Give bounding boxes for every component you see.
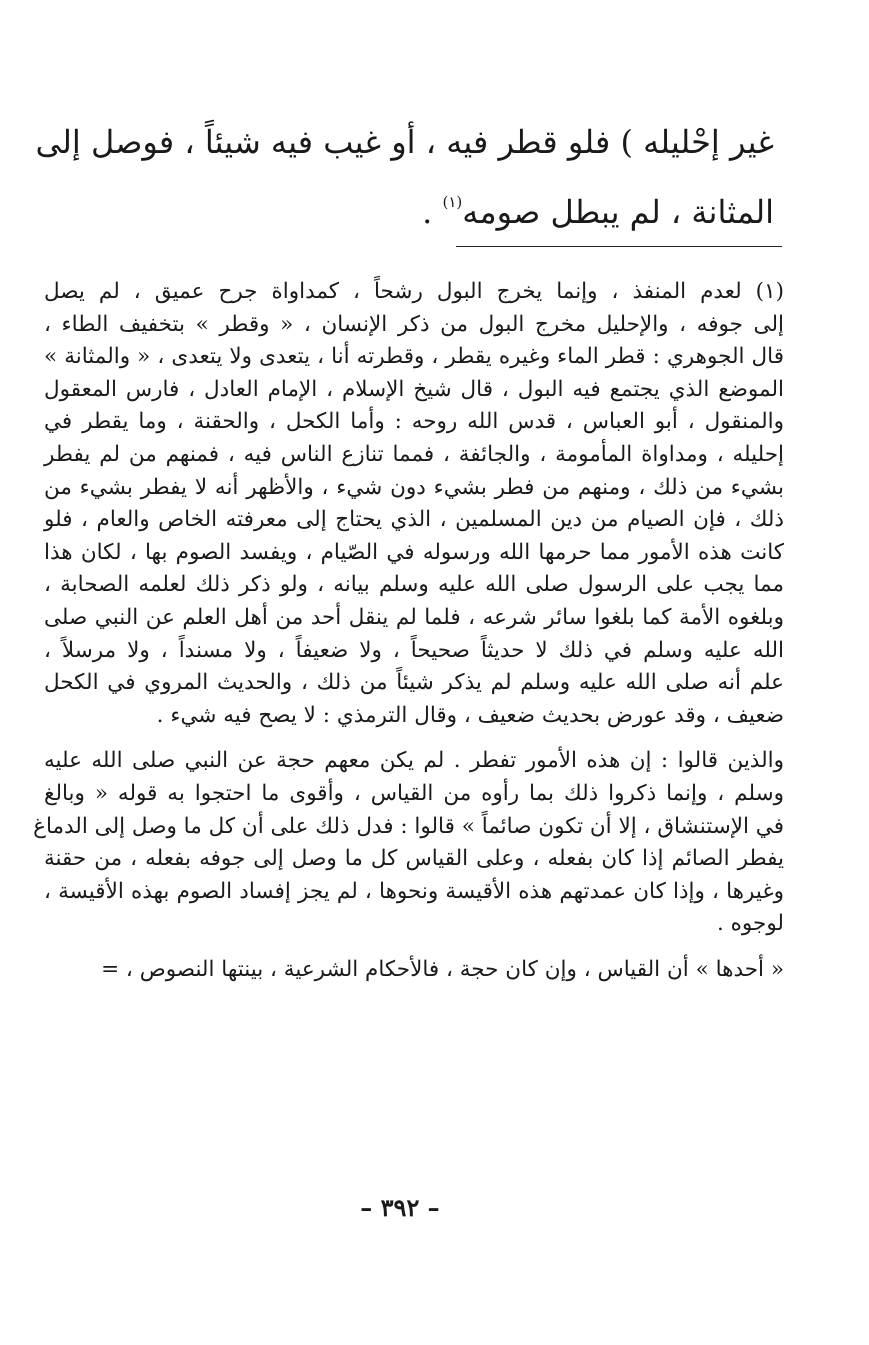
- footnote-line: الله عليه وسلم في ذلك لا حديثاً صحيحاً ، ولا ضعيفاً ، ولا مسنداً ، ولا مرسلاً ،: [44, 637, 784, 663]
- footnote-line: ذلك ، فإن الصيام من دين المسلمين ، الذي يحتاج إلى معرفته الخاص والعام ، فلو: [44, 507, 784, 533]
- footnote-paragraph-3: [44, 954, 784, 987]
- paragraph-gap: [44, 941, 784, 954]
- footnote-line: بشيء من ذلك ، ومنهم من فطر بشيء دون شيء ، والأظهر أنه لا يفطر بشيء من: [44, 474, 784, 500]
- main-text: [35, 112, 774, 242]
- page-number: – ٣٩٢ –: [360, 1193, 440, 1222]
- footnote-line: وغيرها ، وإذا كان عمدتهم هذه الأقيسة ونحوها ، لم يجز إفساد الصوم بهذه الأقيسة ،: [44, 878, 784, 904]
- footnote-line: والذين قالوا : إن هذه الأمور تفطر . لم يكن معهم حجة عن النبي صلى الله عليه: [44, 748, 784, 774]
- footnote-line: (١) لعدم المنفذ ، وإنما يخرج البول رشحاً ، كمداواة جرح عميق ، لم يصل: [44, 279, 784, 304]
- paragraph-gap: [44, 732, 784, 745]
- footnote-paragraph-1: [44, 276, 784, 732]
- main-text-line-2-body: المثانة ، لم يبطل صومه: [462, 193, 774, 231]
- footnote-line: في الإستنشاق ، إلا أن تكون صائماً » قالوا : فدل ذلك على أن كل ما وصل إلى الدماغ: [33, 813, 784, 839]
- main-text-line-2: [44, 172, 774, 242]
- footnote-line: والمنقول ، أبو العباس ، قدس الله روحه : وأما الكحل ، والحقنة ، وما يقطر في: [44, 409, 784, 435]
- footnote-line: إلى جوفه ، والإحليل مخرج البول من ذكر الإنسان ، « وقطر » بتخفيف الطاء ،: [44, 311, 784, 337]
- footnote-line: إحليله ، ومداواة المأمومة ، والجائفة ، فمما تنازع الناس فيه ، فمنهم من لم يفطر: [44, 441, 784, 467]
- footnote-line: علم أنه صلى الله عليه وسلم لم يذكر شيئاً من ذلك ، والحديث المروي في الكحل: [44, 670, 784, 696]
- footnote-line: الموضع الذي يجتمع فيه البول ، قال شيخ الإسلام ، الإمام العادل ، فارس المعقول: [44, 376, 784, 402]
- footnote-line: وبلغوه الأمة كما بلغوا سائر شرعه ، فلما لم ينقل أحد من أهل العلم عن النبي صلى: [44, 604, 784, 630]
- footnote-line: يفطر الصائم إذا كان بفعله ، وعلى القياس كل ما وصل إلى جوفه بفعله ، من حقنة: [44, 846, 784, 872]
- footnote-separator: [456, 246, 782, 247]
- footnote-line: ضعيف ، وقد عورض بحديث ضعيف ، وقال الترمذي : لا يصح فيه شيء .: [156, 702, 784, 728]
- footnote-line: قال الجوهري : قطر الماء وغيره يقطر ، وقطرته أنا ، يتعدى ولا يتعدى ، « والمثانة »: [44, 344, 784, 370]
- footnote-line: مما يجب على الرسول صلى الله عليه وسلم بيانه ، ولو ذكر ذلك لعلمه الصحابة ،: [44, 572, 784, 598]
- footnote-line: كانت هذه الأمور مما حرمها الله ورسوله في الصّيام ، ويفسد الصوم بها ، لكان هذا: [44, 539, 784, 565]
- footnote-reference: (١): [442, 193, 463, 211]
- main-text-line-2-end: .: [422, 193, 443, 231]
- footnote-line: وسلم ، وإنما ذكروا ذلك بما رأوه من القياس ، وأقوى ما احتجوا به قوله « وبالغ: [44, 780, 784, 806]
- footnote-block: [33, 276, 784, 986]
- footnote-line: « أحدها » أن القياس ، وإن كان حجة ، فالأحكام الشرعية ، بينتها النصوص ، =: [101, 956, 784, 982]
- main-text-line-1: غير إحْليله ) فلو قطر فيه ، أو غيب فيه شيئاً ، فوصل إلى: [35, 123, 774, 161]
- footnote-line: لوجوه .: [717, 911, 784, 937]
- footnote-paragraph-2: [33, 745, 784, 941]
